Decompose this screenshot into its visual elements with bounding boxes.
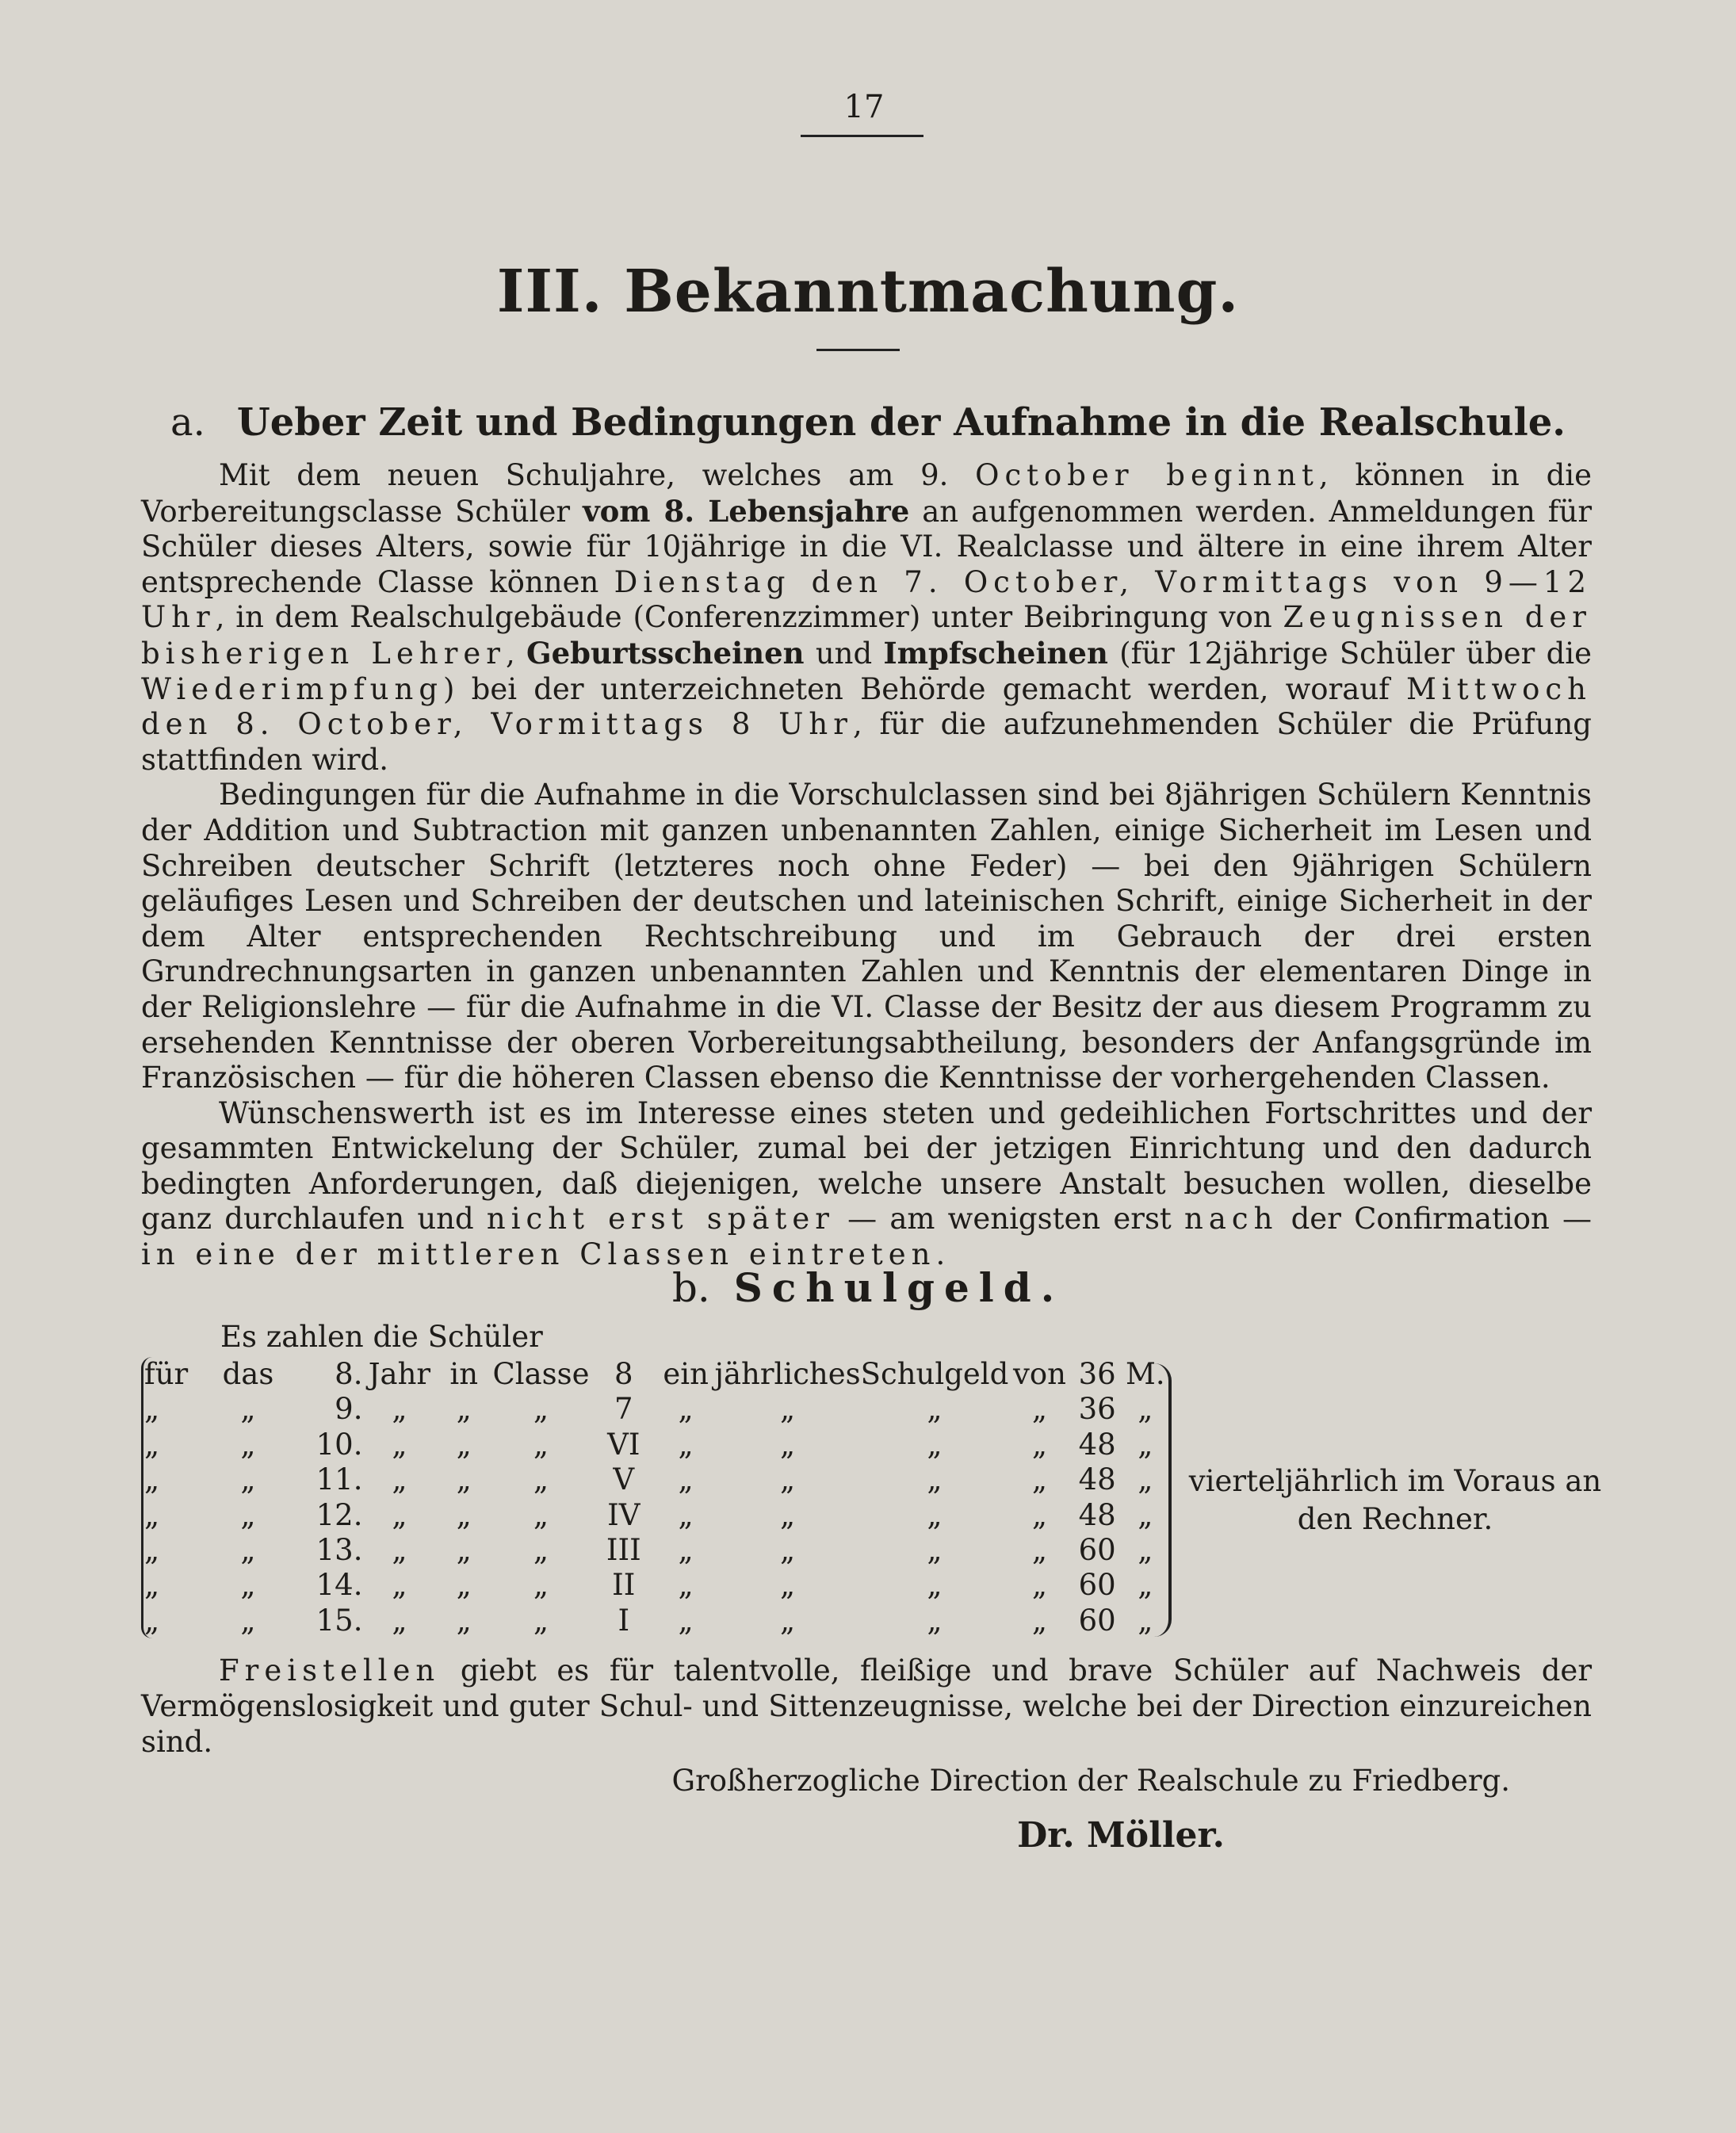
fee-cell: „ bbox=[1138, 1568, 1153, 1603]
fee-cell: „ bbox=[533, 1462, 549, 1497]
fee-row bbox=[144, 1498, 1167, 1533]
bold-text: vom 8. Lebensjahre bbox=[583, 493, 910, 529]
text-run: der Confirmation — bbox=[1278, 1202, 1592, 1237]
text-run: ) bei der unterzeichneten Behörde gemacht werden, worauf bbox=[443, 671, 1407, 706]
fee-row bbox=[144, 1604, 1167, 1638]
fee-cell: „ bbox=[392, 1497, 407, 1532]
fee-row bbox=[144, 1392, 1167, 1427]
text-run: , bbox=[506, 636, 527, 671]
fee-cell: „ bbox=[1138, 1427, 1153, 1462]
fee-cell: „ bbox=[1138, 1392, 1153, 1427]
bold-text: Impfscheinen bbox=[883, 635, 1108, 671]
text-run: Mit dem neuen Schuljahre, welches am 9. bbox=[219, 458, 976, 492]
fee-cell: von bbox=[1012, 1357, 1066, 1391]
fee-cell: „ bbox=[678, 1427, 694, 1462]
fee-cell: „ bbox=[240, 1427, 256, 1462]
fee-cell: „ bbox=[144, 1497, 160, 1532]
fee-cell: „ bbox=[240, 1392, 256, 1427]
text-run: giebt es für talentvolle, fleißige und brave Schüler auf Nachweis der Vermögenslosigkeit und guter Schul- und Sittenzeugnisse, welche bei der Direction einzureichen sind. bbox=[141, 1653, 1592, 1759]
fee-note-line: den Rechner. bbox=[1297, 1502, 1493, 1536]
section-a-heading bbox=[0, 400, 1736, 445]
paragraph-admission-dates bbox=[141, 458, 1592, 778]
title-rule bbox=[816, 349, 900, 351]
signature-organization: Großherzogliche Direction der Realschule zu Friedberg. bbox=[671, 1764, 1510, 1798]
fee-cell: IV bbox=[607, 1497, 640, 1532]
fee-cell: „ bbox=[456, 1392, 472, 1427]
text-run: , können in die Vorbereitungsclasse Schüler bbox=[141, 458, 1592, 529]
fee-table bbox=[144, 1357, 1167, 1638]
fee-cell: „ bbox=[240, 1603, 256, 1638]
fee-cell: „ bbox=[144, 1603, 160, 1638]
fee-cell: „ bbox=[392, 1603, 407, 1638]
fee-cell: „ bbox=[533, 1392, 549, 1427]
section-a-label: a. bbox=[170, 400, 205, 445]
fee-cell: „ bbox=[678, 1462, 694, 1497]
fee-cell: Classe bbox=[492, 1357, 590, 1391]
fee-cell: „ bbox=[144, 1462, 160, 1497]
fee-cell: VI bbox=[607, 1427, 640, 1462]
fee-cell: 60 bbox=[1078, 1603, 1116, 1638]
fee-cell: 13. bbox=[315, 1533, 363, 1568]
fee-cell: „ bbox=[144, 1427, 160, 1462]
fee-cell: „ bbox=[392, 1392, 407, 1427]
fee-cell: „ bbox=[533, 1603, 549, 1638]
fee-cell: „ bbox=[456, 1568, 472, 1603]
fee-cell: für bbox=[144, 1357, 189, 1391]
fee-cell: „ bbox=[1031, 1603, 1048, 1638]
section-a-body bbox=[141, 458, 1592, 1273]
fee-cell: „ bbox=[779, 1392, 796, 1427]
spaced-text: October beginnt bbox=[975, 458, 1319, 492]
fee-cell: 48 bbox=[1078, 1462, 1116, 1497]
fee-cell: 15. bbox=[315, 1603, 363, 1638]
fee-cell: „ bbox=[533, 1533, 549, 1568]
fee-cell: 8 bbox=[614, 1357, 633, 1391]
fee-cell: II bbox=[612, 1568, 636, 1603]
fee-cell: „ bbox=[678, 1392, 694, 1427]
fee-cell: „ bbox=[678, 1568, 694, 1603]
fee-cell: „ bbox=[392, 1427, 407, 1462]
fee-cell: „ bbox=[1031, 1497, 1048, 1532]
fee-intro: Es zahlen die Schüler bbox=[220, 1320, 543, 1354]
fee-cell: „ bbox=[779, 1462, 796, 1497]
signature-name: Dr. Möller. bbox=[1017, 1815, 1225, 1856]
spaced-text: in eine der mittleren Classen eintreten bbox=[141, 1237, 936, 1272]
fee-cell: 10. bbox=[315, 1427, 363, 1462]
page-number-rule bbox=[801, 135, 923, 137]
fee-cell: „ bbox=[1138, 1603, 1153, 1638]
fee-row bbox=[144, 1462, 1167, 1497]
fee-right-brace bbox=[1151, 1363, 1172, 1637]
fee-cell: 60 bbox=[1078, 1533, 1116, 1568]
fee-cell: „ bbox=[240, 1533, 256, 1568]
fee-cell: 8. bbox=[335, 1357, 363, 1391]
fee-cell: „ bbox=[927, 1427, 943, 1462]
fee-cell: „ bbox=[240, 1568, 256, 1603]
fee-cell: „ bbox=[927, 1603, 943, 1638]
fee-cell: „ bbox=[533, 1497, 549, 1532]
spaced-text: Zeugnissen der bisherigen Lehrer bbox=[141, 600, 1592, 671]
text-run: — am wenigsten erst bbox=[834, 1202, 1184, 1237]
fee-row bbox=[144, 1357, 1167, 1392]
text-run: , in dem Realschulgebäude (Conferenzzimmer) unter Beibringung von bbox=[215, 600, 1283, 635]
fee-cell: I bbox=[618, 1603, 630, 1638]
fee-cell: „ bbox=[927, 1533, 943, 1568]
fee-cell: 48 bbox=[1078, 1427, 1116, 1462]
fee-cell: 36 bbox=[1078, 1392, 1116, 1427]
fee-cell: „ bbox=[144, 1392, 160, 1427]
fee-row bbox=[144, 1568, 1167, 1603]
fee-cell: „ bbox=[240, 1462, 256, 1497]
fee-cell: „ bbox=[1031, 1533, 1048, 1568]
fee-cell: „ bbox=[779, 1427, 796, 1462]
spaced-text: Mittwoch den 8. October, Vormittags 8 Uhr bbox=[141, 671, 1592, 742]
fee-cell: jährliches bbox=[714, 1357, 861, 1391]
fee-cell: „ bbox=[392, 1568, 407, 1603]
fee-cell: 14. bbox=[315, 1568, 363, 1603]
fee-cell: „ bbox=[144, 1568, 160, 1603]
fee-cell: „ bbox=[1031, 1427, 1048, 1462]
fee-cell: „ bbox=[678, 1497, 694, 1532]
spaced-text: nach bbox=[1183, 1202, 1279, 1237]
fee-cell: „ bbox=[533, 1568, 549, 1603]
fee-row bbox=[144, 1428, 1167, 1462]
section-a-title: Ueber Zeit und Bedingungen der Aufnahme in die Realschule. bbox=[236, 400, 1566, 445]
text-run: an aufgenommen werden. Anmeldungen für Schüler dieses Alters, sowie für 10jährige in die VI. Realclasse und ältere in eine ihrem Alter entsprechende Classe können bbox=[141, 494, 1593, 599]
fee-cell: Jahr bbox=[368, 1357, 431, 1391]
fee-cell: 36 bbox=[1078, 1357, 1116, 1391]
fee-cell: 48 bbox=[1078, 1497, 1116, 1532]
fee-cell: 12. bbox=[315, 1497, 363, 1532]
text-run: und bbox=[804, 636, 884, 671]
fee-cell: „ bbox=[779, 1568, 796, 1603]
paragraph-recommendation bbox=[141, 1096, 1592, 1273]
page-number: 17 bbox=[843, 89, 885, 125]
fee-cell: „ bbox=[779, 1533, 796, 1568]
fee-cell: „ bbox=[1031, 1462, 1048, 1497]
fee-cell: „ bbox=[1031, 1392, 1048, 1427]
section-b-title: Schulgeld. bbox=[733, 1264, 1065, 1311]
fee-cell: „ bbox=[1138, 1533, 1153, 1568]
free-places-paragraph bbox=[141, 1653, 1592, 1760]
fee-cell: „ bbox=[779, 1497, 796, 1532]
fee-cell: „ bbox=[240, 1497, 256, 1532]
spaced-text: nicht erst später bbox=[486, 1202, 835, 1237]
fee-cell: „ bbox=[456, 1462, 472, 1497]
spaced-text: Dienstag den 7. October, Vormittags von 9—12 Uhr bbox=[141, 564, 1592, 635]
fee-cell: ein bbox=[663, 1357, 709, 1391]
text-run: (für 12jährige Schüler über die bbox=[1107, 636, 1593, 671]
section-b-heading bbox=[0, 1264, 1736, 1311]
fee-cell: III bbox=[606, 1533, 641, 1568]
fee-cell: „ bbox=[1138, 1462, 1153, 1497]
fee-row bbox=[144, 1533, 1167, 1568]
fee-cell: „ bbox=[927, 1497, 943, 1532]
fee-cell: „ bbox=[392, 1462, 407, 1497]
fee-cell: „ bbox=[927, 1392, 943, 1427]
fee-cell: „ bbox=[456, 1533, 472, 1568]
paragraph-admission-conditions: Bedingungen für die Aufnahme in die Vorschulclassen sind bei 8jährigen Schülern Kenntnis der Addition und Subtraction mit ganzen unbenannten Zahlen, einige Sicherheit im Lesen und Schreiben deutscher Schrift (letzteres noch ohne Feder) — bei den 9jährigen Schülern geläufiges Lesen und Schreiben der deutschen und lateinischen Schrift, einige Sicherheit in der dem Alter entsprechenden Rechtschreibung und im Gebrauch der drei ersten Grundrechnungsarten in ganzen unbenannten Zahlen und Kenntnis der elementaren Dinge in der Religionslehre — für die Aufnahme in die VI. Classe der Besitz der aus diesem Programm zu ersehenden Kenntnisse der oberen Vorbereitungsabtheilung, besonders der Anfangsgründe im Französischen — für die höheren Classen ebenso die Kenntnisse der vorhergehenden Classen. bbox=[141, 778, 1592, 1095]
bold-text: Geburtsscheinen bbox=[526, 635, 805, 671]
section-b-label: b. bbox=[671, 1265, 710, 1311]
fee-cell: „ bbox=[927, 1462, 943, 1497]
text-run: Wünschenswerth ist es im Interesse eines steten und gedeihlichen Fortschrittes und der gesammten Entwickelung der Schüler, zumal bei der jetzigen Einrichtung und den dadurch bedingten Anforderungen, daß diejenigen, welche unsere Anstalt besuchen wollen, dieselbe ganz durchlaufen und bbox=[141, 1095, 1592, 1237]
fee-cell: „ bbox=[1138, 1497, 1153, 1532]
spaced-text: Freistellen bbox=[219, 1653, 441, 1688]
fee-payment-note bbox=[1185, 1462, 1605, 1539]
fee-cell: 7 bbox=[614, 1392, 633, 1427]
fee-cell: 9. bbox=[335, 1392, 363, 1427]
spaced-text: Wiederimpfung bbox=[141, 671, 444, 706]
fee-cell: Schulgeld bbox=[860, 1357, 1009, 1391]
fee-cell: „ bbox=[779, 1603, 796, 1638]
text-run: , für die aufzunehmenden Schüler die Prüfung stattfinden wird. bbox=[141, 707, 1592, 777]
fee-cell: in bbox=[449, 1357, 479, 1391]
fee-cell: das bbox=[222, 1357, 274, 1391]
fee-note-line: vierteljährlich im Voraus an bbox=[1188, 1464, 1602, 1498]
text-run: . bbox=[935, 1237, 946, 1272]
fee-cell: 60 bbox=[1078, 1568, 1116, 1603]
free-places-text bbox=[141, 1653, 1592, 1760]
fee-cell: „ bbox=[533, 1427, 549, 1462]
fee-cell: „ bbox=[927, 1568, 943, 1603]
fee-cell: „ bbox=[392, 1533, 407, 1568]
fee-cell: „ bbox=[456, 1427, 472, 1462]
fee-cell: „ bbox=[678, 1533, 694, 1568]
fee-cell: „ bbox=[1031, 1568, 1048, 1603]
fee-cell: 11. bbox=[315, 1462, 363, 1497]
fee-cell: „ bbox=[678, 1603, 694, 1638]
fee-cell: „ bbox=[456, 1603, 472, 1638]
fee-cell: „ bbox=[456, 1497, 472, 1532]
fee-cell: V bbox=[613, 1462, 635, 1497]
fee-cell: „ bbox=[144, 1533, 160, 1568]
fee-cell: M. bbox=[1125, 1357, 1165, 1391]
page-title: III. Bekanntmachung. bbox=[496, 258, 1240, 326]
